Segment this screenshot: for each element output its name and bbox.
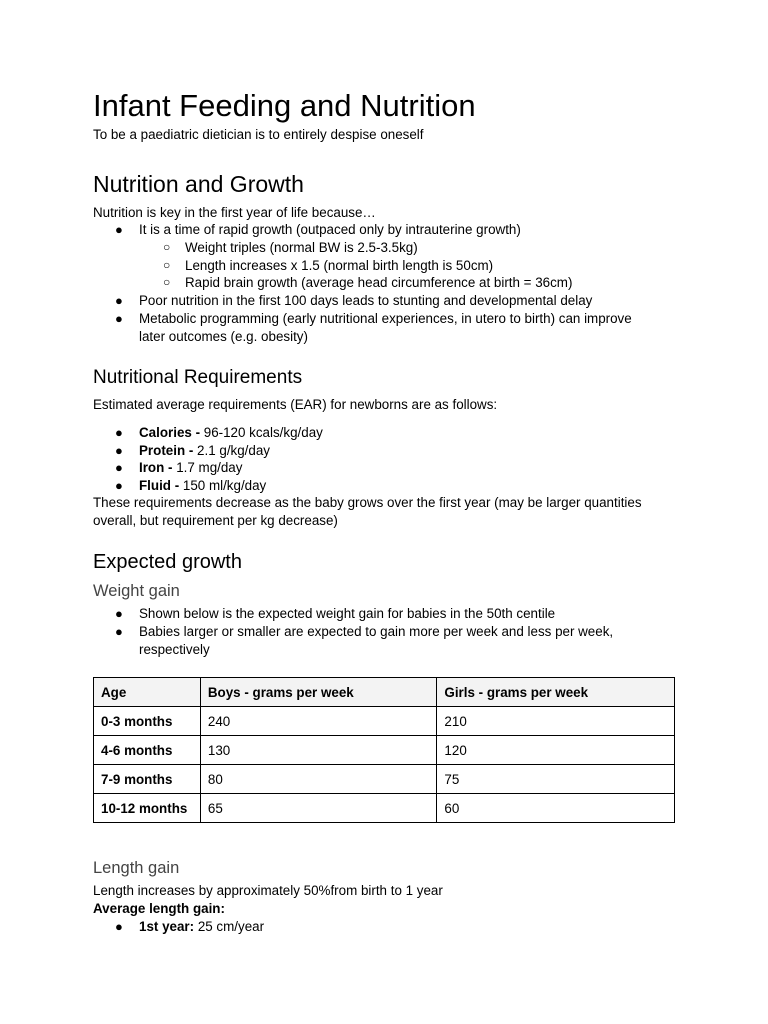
- bullet-icon: ●: [115, 311, 123, 326]
- requirement-label: Calories -: [139, 425, 201, 440]
- nutrition-sub-bullet-2: Length increases x 1.5 (normal birth length is 50cm): [185, 258, 494, 273]
- heading-nutrition-growth: Nutrition and Growth: [93, 171, 304, 197]
- requirement-value: 150 ml/kg/day: [179, 478, 267, 493]
- bullet-icon: ●: [115, 478, 123, 493]
- requirement-value: 2.1 g/kg/day: [193, 443, 270, 458]
- table-cell: 120: [437, 736, 675, 765]
- bullet-icon: ●: [115, 460, 123, 475]
- weight-gain-table: [93, 677, 675, 823]
- bullet-icon: ●: [115, 425, 123, 440]
- requirements-intro: Estimated average requirements (EAR) for newborns are as follows:: [93, 397, 498, 412]
- average-length-label: Average length gain:: [93, 901, 225, 916]
- requirement-value: 96-120 kcals/kg/day: [200, 425, 323, 440]
- table-cell: 0-3 months: [94, 707, 201, 736]
- nutrition-bullet-3-line-2: later outcomes (e.g. obesity): [139, 329, 308, 344]
- weight-bullet-2-line-2: respectively: [139, 642, 210, 657]
- nutrition-sub-bullet-3: Rapid brain growth (average head circumference at birth = 36cm): [185, 275, 573, 290]
- sub-bullet-icon: ○: [163, 275, 171, 289]
- bullet-icon: ●: [115, 606, 123, 621]
- weight-bullet-2-line-1: Babies larger or smaller are expected to gain more per week and less per week,: [139, 624, 614, 639]
- length-item-label: 1st year:: [139, 919, 195, 934]
- heading-length-gain: Length gain: [93, 859, 180, 877]
- requirement-label: Fluid -: [139, 478, 180, 493]
- document-title: Infant Feeding and Nutrition: [93, 88, 476, 123]
- table-cell: 80: [200, 765, 437, 794]
- bullet-icon: ●: [115, 222, 123, 237]
- nutrition-bullet-2: Poor nutrition in the first 100 days leads to stunting and developmental delay: [139, 293, 593, 308]
- nutrition-intro: Nutrition is key in the first year of life because…: [93, 205, 376, 220]
- table-header-row: [94, 678, 675, 707]
- requirement-iron: [139, 459, 242, 477]
- document-subtitle: To be a paediatric dietician is to entirely despise oneself: [93, 127, 424, 142]
- requirement-protein: [139, 442, 270, 460]
- sub-bullet-icon: ○: [163, 258, 171, 272]
- nutrition-bullet-1: It is a time of rapid growth (outpaced only by intrauterine growth): [139, 222, 521, 237]
- table-row: [94, 794, 675, 823]
- table-cell: 10-12 months: [94, 794, 201, 823]
- bullet-icon: ●: [115, 293, 123, 308]
- requirements-note-line-1: These requirements decrease as the baby grows over the first year (may be larger quantities: [93, 495, 642, 510]
- table-row: [94, 707, 675, 736]
- table-cell: 130: [200, 736, 437, 765]
- requirement-calories: [139, 424, 323, 442]
- bullet-icon: ●: [115, 624, 123, 639]
- bullet-icon: ●: [115, 443, 123, 458]
- heading-nutritional-requirements: Nutritional Requirements: [93, 367, 303, 388]
- requirements-note-line-2: overall, but requirement per kg decrease): [93, 513, 338, 528]
- nutrition-sub-bullet-1: Weight triples (normal BW is 2.5-3.5kg): [185, 240, 418, 255]
- table-cell: 65: [200, 794, 437, 823]
- table-row: [94, 736, 675, 765]
- table-cell: 7-9 months: [94, 765, 201, 794]
- table-row: [94, 765, 675, 794]
- table-cell: 4-6 months: [94, 736, 201, 765]
- table-cell: 210: [437, 707, 675, 736]
- requirement-label: Protein -: [139, 443, 194, 458]
- table-cell: 240: [200, 707, 437, 736]
- table-header-cell: Boys - grams per week: [200, 678, 437, 707]
- table-cell: 75: [437, 765, 675, 794]
- length-text: Length increases by approximately 50%from birth to 1 year: [93, 883, 443, 898]
- nutrition-bullet-3-line-1: Metabolic programming (early nutritional experiences, in utero to birth) can improve: [139, 311, 632, 326]
- requirement-value: 1.7 mg/day: [172, 460, 243, 475]
- table-header-cell: Girls - grams per week: [437, 678, 675, 707]
- requirement-fluid: [139, 477, 266, 495]
- heading-weight-gain: Weight gain: [93, 582, 180, 600]
- requirement-label: Iron -: [139, 460, 173, 475]
- heading-expected-growth: Expected growth: [93, 551, 242, 573]
- table-header-cell: Age: [94, 678, 201, 707]
- bullet-icon: ●: [115, 919, 123, 934]
- table-cell: 60: [437, 794, 675, 823]
- length-item-first-year: [139, 918, 264, 936]
- length-item-value: 25 cm/year: [194, 919, 265, 934]
- sub-bullet-icon: ○: [163, 240, 171, 254]
- weight-bullet-1: Shown below is the expected weight gain for babies in the 50th centile: [139, 606, 556, 621]
